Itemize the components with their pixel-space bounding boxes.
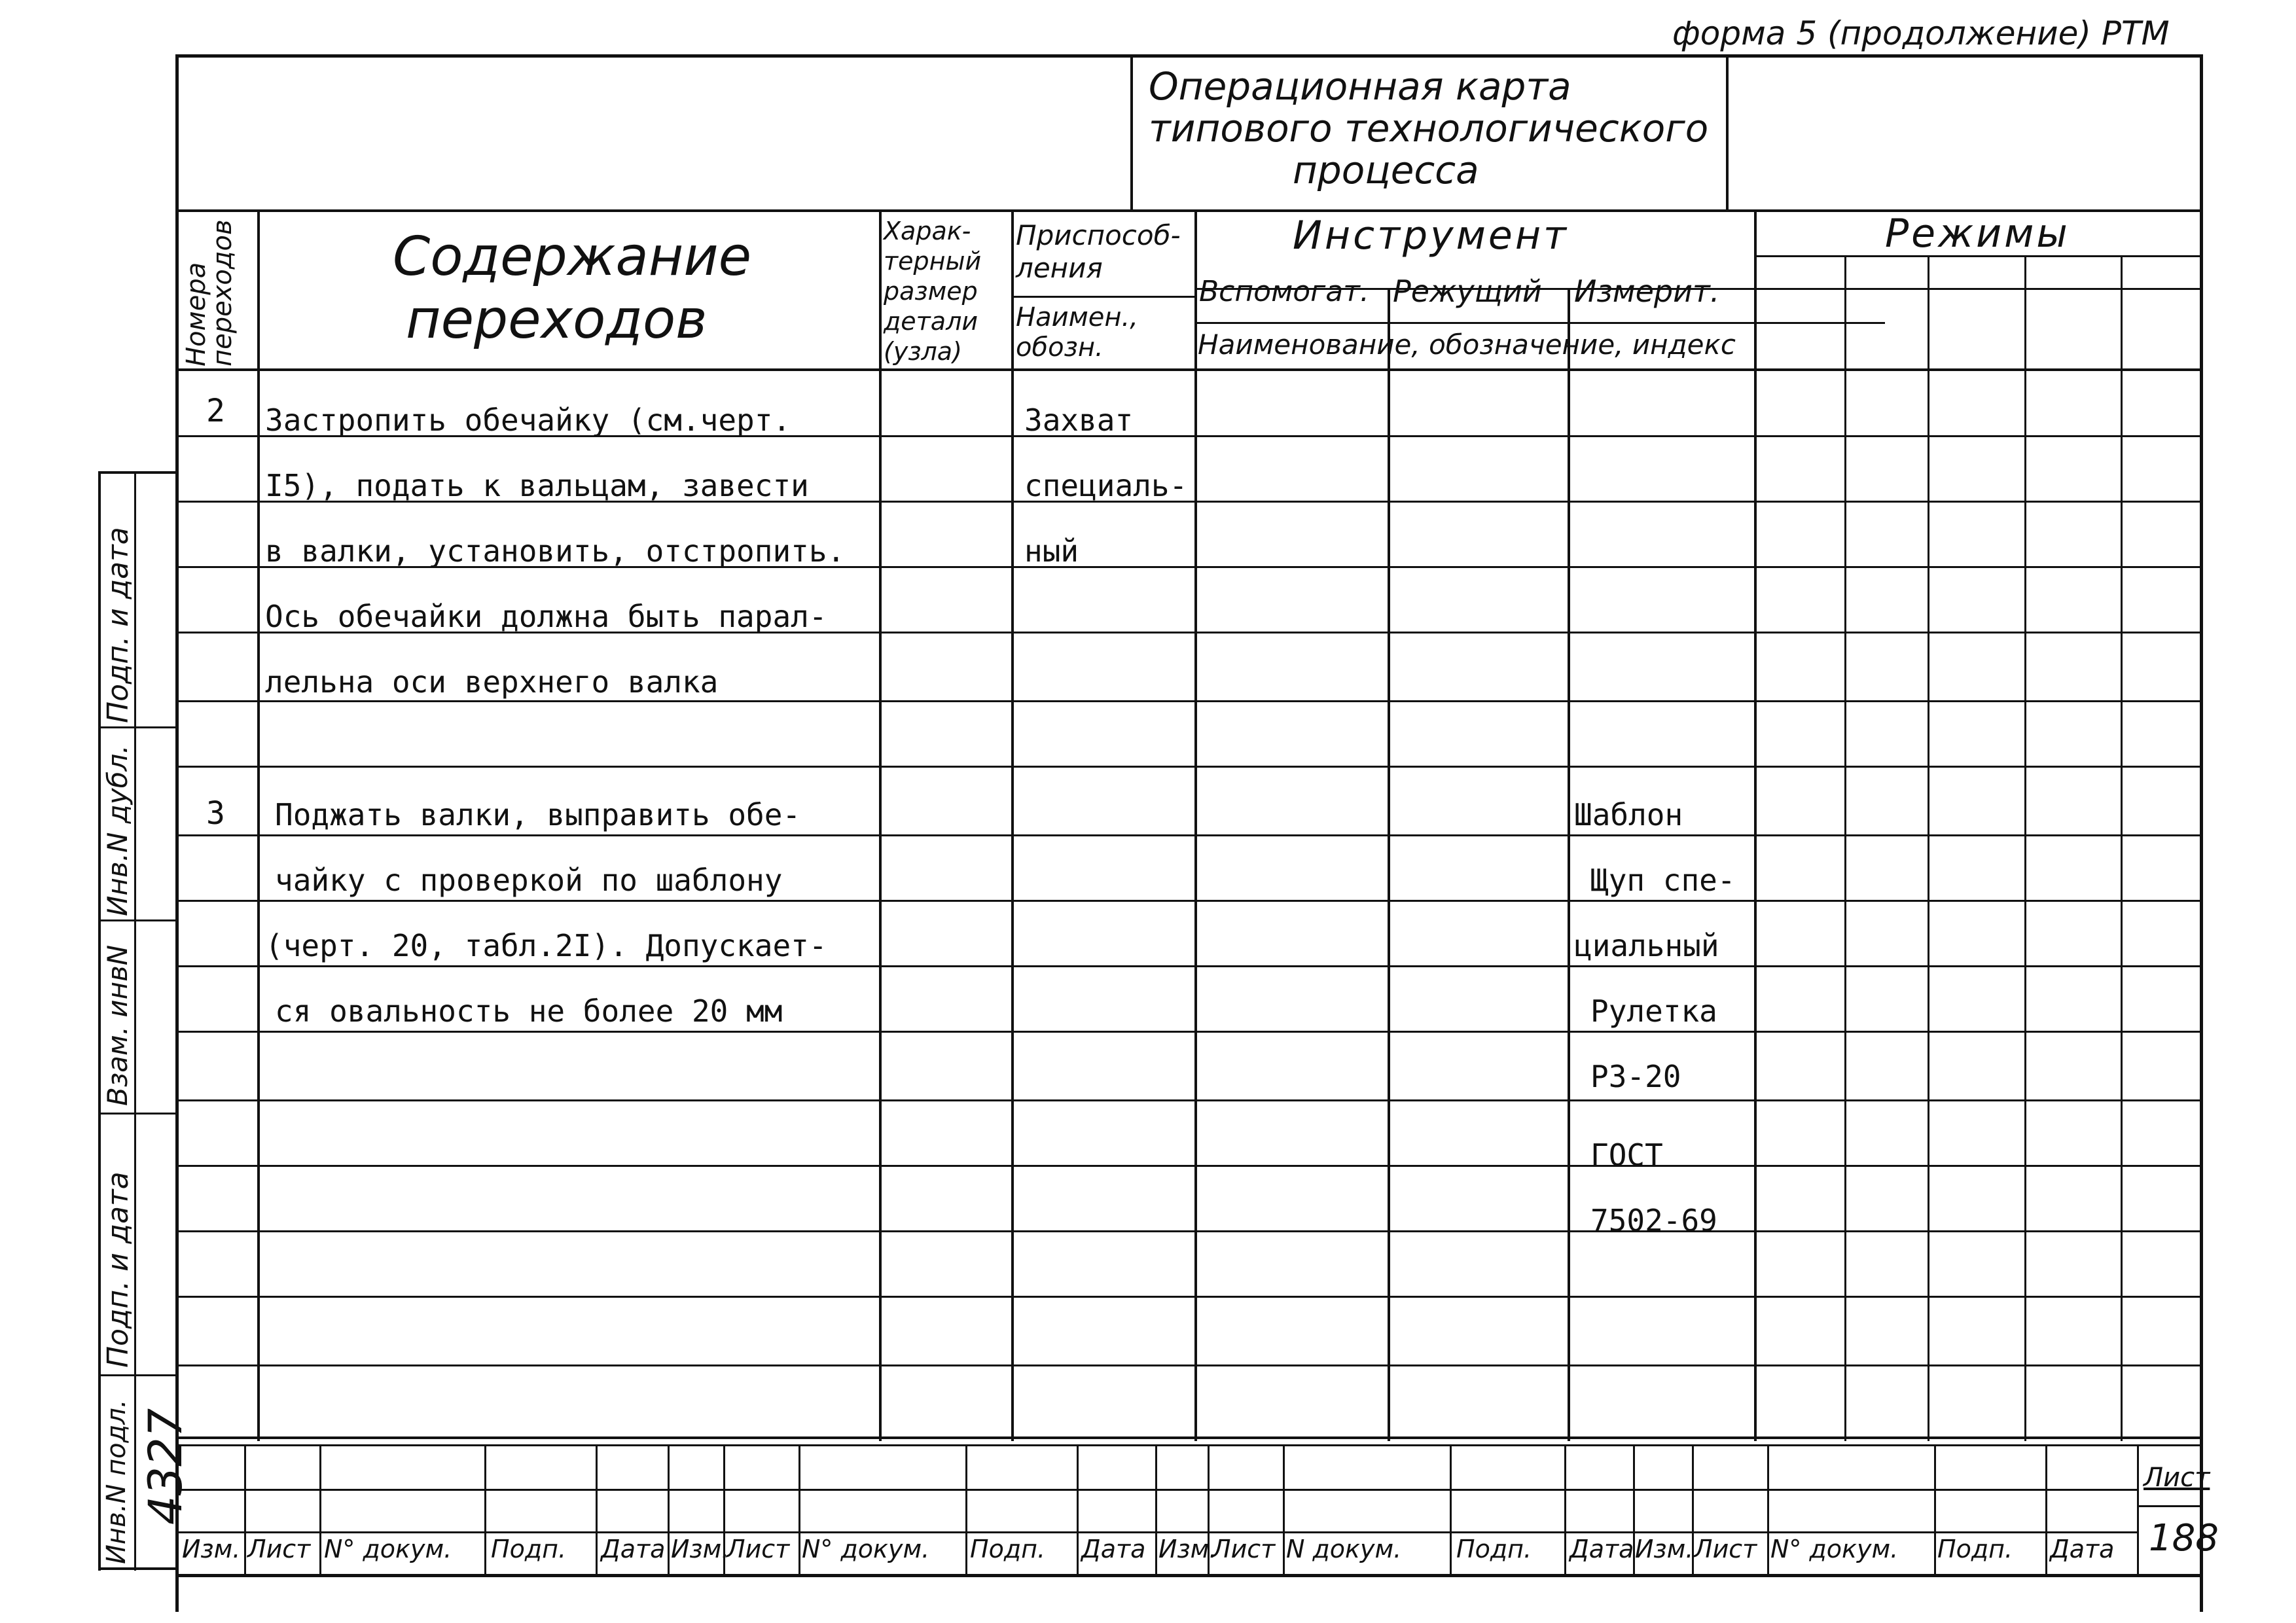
- header-tool: Инструмент: [1293, 213, 1570, 259]
- measuring-line: ГОСТ: [1590, 1137, 1663, 1173]
- footer-label: Дата: [1570, 1535, 1634, 1563]
- footer-label: Изм.: [182, 1535, 241, 1563]
- step-content: [265, 782, 827, 1044]
- step-content: [265, 387, 845, 715]
- side-label-sign-date-1: Подп. и дата: [101, 1171, 135, 1368]
- header-char-size-line-1: Харак-: [884, 217, 971, 245]
- measuring-line: Шаблон: [1574, 797, 1683, 832]
- inv-number: 4327: [139, 1408, 192, 1525]
- side-label-inv-orig: Инв.N подл.: [101, 1399, 132, 1564]
- sheet-label: Лист: [2144, 1463, 2210, 1493]
- card-title: [1149, 65, 1708, 191]
- footer-label: N° докум.: [324, 1535, 452, 1563]
- form-caption: форма 5 (продолжение) РТМ: [1672, 14, 2170, 52]
- content-line: Застропить обечайку (см.черт.: [265, 402, 791, 438]
- fixture-cell: [1024, 387, 1187, 584]
- header-content: [393, 226, 751, 351]
- footer-label: Лист: [247, 1535, 311, 1563]
- footer-label: Подп.: [1937, 1535, 2013, 1563]
- content-line: Ось обечайки должна быть парал-: [265, 599, 827, 634]
- footer-label: Дата: [1081, 1535, 1146, 1563]
- header-fixtures-name-line-2: обозн.: [1016, 332, 1103, 363]
- header-fixtures-line-2: ления: [1016, 252, 1103, 284]
- footer-label: Лист: [1694, 1535, 1757, 1563]
- sheet-number: 188: [2149, 1517, 2219, 1560]
- header-modes: Режимы: [1885, 211, 2070, 257]
- header-content-line-2: переходов: [406, 289, 708, 351]
- header-step-no-line-1: Номера: [181, 262, 211, 366]
- content-line: (черт. 20, табл.2I). Допускает-: [265, 928, 827, 963]
- side-label-inv-dup: Инв.N дубл.: [101, 745, 134, 916]
- header-char-size: [884, 216, 981, 366]
- side-label-replace-inv: Взам. инвN: [101, 944, 134, 1106]
- header-char-size-line-5: (узла): [884, 337, 962, 366]
- header-measuring: Измерит.: [1574, 274, 1720, 309]
- content-line: чайку с проверкой по шаблону: [275, 863, 783, 898]
- header-step-no: [183, 219, 236, 366]
- footer-label: Подп.: [491, 1535, 567, 1563]
- header-char-size-line-2: терный: [884, 247, 982, 276]
- measuring-line: циальный: [1574, 928, 1719, 963]
- header-fixtures-name: [1016, 302, 1138, 363]
- content-line: лельна оси верхнего валка: [265, 664, 719, 700]
- header-cutting: Режущий: [1393, 274, 1542, 309]
- fixture-line: специаль-: [1024, 468, 1188, 503]
- card-title-line-1: Операционная карта: [1149, 64, 1571, 109]
- content-line: ся овальность не более 20 мм: [275, 993, 783, 1029]
- measuring-line: Р3-20: [1590, 1059, 1681, 1094]
- measuring-line: 7502-69: [1590, 1203, 1717, 1238]
- footer-label: Дата: [601, 1535, 666, 1563]
- footer-label: Дата: [2050, 1535, 2115, 1563]
- card-title-line-2: типового технологического: [1149, 106, 1709, 151]
- footer-label: Изм.: [1635, 1535, 1694, 1563]
- measuring-line: Рулетка: [1590, 993, 1717, 1029]
- side-label-sign-date-2: Подп. и дата: [101, 527, 135, 723]
- footer-label: N° докум.: [802, 1535, 930, 1563]
- content-line: в валки, установить, отстропить.: [265, 533, 846, 569]
- footer-label: N докум.: [1286, 1535, 1402, 1563]
- step-number: 2: [206, 393, 225, 429]
- header-fixtures-name-line-1: Наимен.,: [1016, 302, 1138, 332]
- footer-label: Лист: [726, 1535, 790, 1563]
- fixture-line: ный: [1024, 533, 1079, 569]
- header-aux: Вспомогат.: [1199, 275, 1369, 308]
- header-content-line-1: Содержание: [393, 226, 752, 288]
- footer-label: Лист: [1212, 1535, 1276, 1563]
- fixture-line: Захват: [1024, 402, 1134, 438]
- header-step-no-line-2: переходов: [207, 219, 238, 366]
- step-number: 3: [206, 795, 225, 832]
- footer-label: N° докум.: [1770, 1535, 1899, 1563]
- content-line: Поджать валки, выправить обе-: [275, 797, 801, 832]
- footer-label: Подп.: [1456, 1535, 1532, 1563]
- header-fixtures-line-1: Приспособ-: [1016, 219, 1181, 251]
- footer-labels: [177, 1535, 2137, 1574]
- footer-label: Изм.: [1158, 1535, 1217, 1563]
- measuring-cell: [1574, 782, 1736, 1253]
- footer-label: Подп.: [970, 1535, 1046, 1563]
- header-tool-name: Наименование, обозначение, индекс: [1198, 329, 1736, 361]
- header-char-size-line-3: размер: [884, 277, 978, 306]
- footer-label: Изм.: [671, 1535, 730, 1563]
- measuring-line: Щуп спе-: [1590, 863, 1736, 898]
- card-title-line-3: процесса: [1293, 148, 1479, 192]
- header-char-size-line-4: детали: [884, 307, 978, 336]
- header-fixtures: [1016, 219, 1181, 285]
- content-line: I5), подать к вальцам, завести: [265, 468, 809, 503]
